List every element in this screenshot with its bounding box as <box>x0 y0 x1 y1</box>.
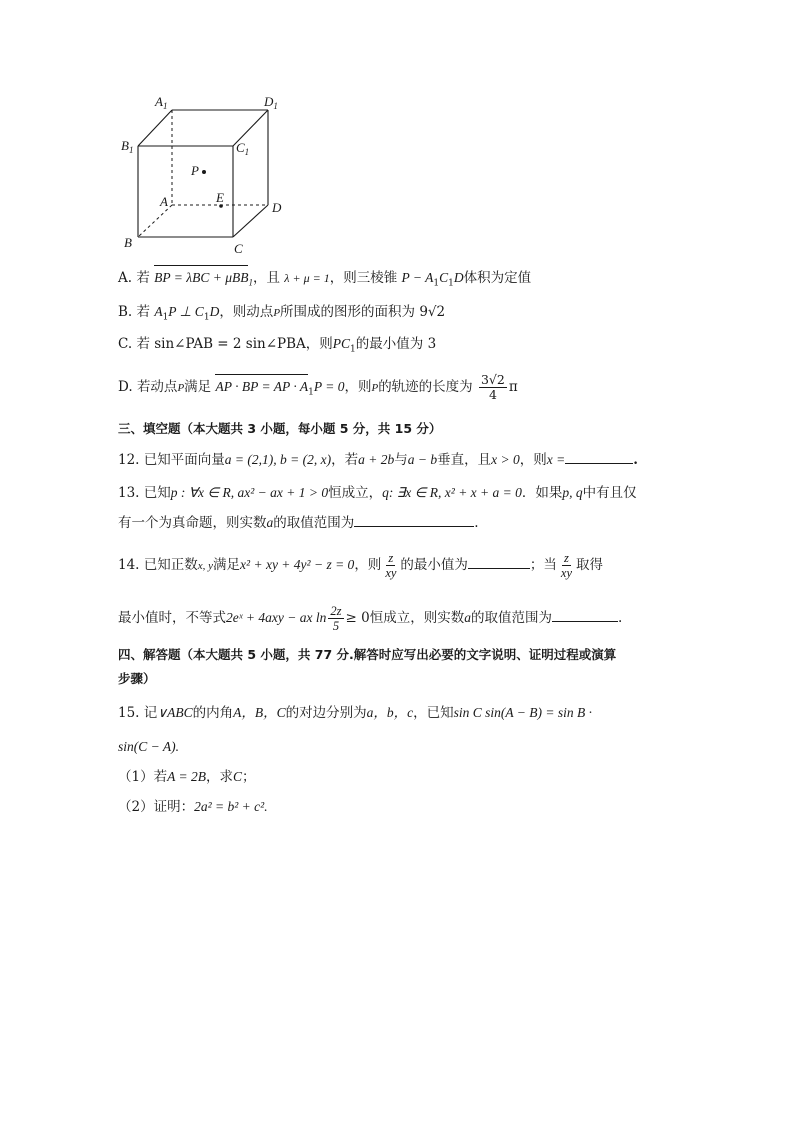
q15-part1-label: （1）若 <box>118 769 168 785</box>
question-12 <box>118 450 638 470</box>
q14-mid4: ；当 <box>529 557 557 573</box>
option-d <box>118 373 518 403</box>
q14-line2-tail: 的取值范围为 <box>470 610 552 626</box>
label-b1: $B_1$ <box>121 138 134 155</box>
q14-answer-blank-2[interactable] <box>552 609 618 622</box>
q13-pre: 已知 <box>143 485 171 501</box>
q12-formula2: a + 2b <box>358 452 395 467</box>
q15-mid2: 的对边分别为 <box>285 705 367 721</box>
section-3-title: 三、填空题（本大题共 3 小题，每小题 5 分，共 15 分） <box>118 421 442 436</box>
q14-fraction-1 <box>383 551 398 580</box>
option-a-sub3: 1 <box>433 278 440 289</box>
point-p-dot <box>202 170 206 174</box>
label-p: P <box>191 163 199 178</box>
q13-mid2: ．如果 <box>521 485 563 501</box>
label-e: E <box>216 190 224 205</box>
q14-frac3-den: 5 <box>332 619 340 633</box>
label-a: A <box>160 194 168 209</box>
q14-formula: x² + xy + 4y² − z = 0 <box>240 557 355 572</box>
q15-mid3: ，已知 <box>413 705 454 721</box>
q13-formula2: q: ∃x ∈ R, x² + x + a = 0 <box>382 485 522 500</box>
q14-end: . <box>617 610 623 626</box>
q12-mid2: 与 <box>394 452 408 468</box>
q12-answer-blank[interactable] <box>565 451 633 464</box>
cube-figure <box>118 92 298 257</box>
option-d-fraction <box>479 373 507 402</box>
q14-vars: x, y <box>197 560 214 572</box>
option-b-var: P <box>273 307 281 319</box>
option-d-frac-num: 3√2 <box>480 372 505 387</box>
option-d-formula: AP · BP = AP · A <box>215 377 308 397</box>
option-a-sub3b: 1 <box>448 278 454 289</box>
option-c-pre: 若 <box>136 336 150 352</box>
q14-frac3-num: 2z <box>330 604 342 618</box>
option-c <box>118 334 436 360</box>
q15-mid: 的内角 <box>192 705 234 721</box>
option-d-tail: 的轨迹的长度为 <box>378 379 473 395</box>
q13-tail: 中有且仅 <box>582 485 637 501</box>
q15-triangle: ∨ABC <box>157 705 193 720</box>
option-d-pi: π <box>508 379 518 395</box>
q12-formula5: x = <box>546 452 566 467</box>
q14-fraction-3 <box>328 604 343 633</box>
q12-number: 12. <box>118 452 140 468</box>
q13-line2-tail: 的取值范围为 <box>273 515 355 531</box>
q14-number: 14. <box>118 557 140 573</box>
option-c-formula2: PC <box>332 336 351 351</box>
option-a-pre: 若 <box>136 270 150 286</box>
q14-frac1-num: z <box>388 551 394 565</box>
q13-formula3: p, q <box>562 485 583 500</box>
q14-pre: 已知正数 <box>143 557 198 573</box>
label-d: D <box>272 200 282 215</box>
question-14-line2 <box>118 604 622 633</box>
question-15-line2 <box>118 737 179 757</box>
q12-formula: a = (2,1), b = (2, x) <box>224 452 332 467</box>
option-d-formula-b: P = 0 <box>313 379 345 394</box>
option-a-formula3b: C <box>439 270 449 285</box>
option-b-sub2: 1 <box>203 312 210 323</box>
option-c-tail: 的最小值为 3 <box>355 336 437 352</box>
q14-frac1-den: xy <box>385 566 397 580</box>
q15-sides: a，b，c <box>366 705 414 720</box>
option-b-sub1: 1 <box>162 312 169 323</box>
option-a-sub1: 1 <box>248 277 253 288</box>
option-b-answer: 9√2 <box>419 304 446 320</box>
option-d-post: ，则 <box>344 379 372 395</box>
q14-frac2-den: xy <box>560 566 573 580</box>
q15-formula: sin C sin(A − B) = sin B · <box>453 705 593 720</box>
option-b-letter: B. <box>118 304 133 320</box>
q15-pre: 记 <box>143 705 158 721</box>
q12-mid4: ，则 <box>519 452 547 468</box>
question-15-line1 <box>118 703 592 723</box>
option-c-letter: C. <box>118 336 133 352</box>
option-b-formula-b: P ⊥ C <box>168 304 204 319</box>
q13-line2: 有一个为真命题，则实数 <box>118 515 267 531</box>
option-c-post: ，则 <box>305 336 333 352</box>
option-a-formula1: BP = λBC + μBB <box>154 268 248 288</box>
q14-fraction-2 <box>559 551 574 580</box>
q14-mid2: ，则 <box>354 557 382 573</box>
option-c-formula: sin∠PAB = 2 sin∠PBA <box>154 336 306 352</box>
q14-mid: 满足 <box>213 557 241 573</box>
option-b-pre: 若 <box>136 304 151 320</box>
option-a-formula3: P − A <box>401 270 434 285</box>
q12-mid3: 垂直，且 <box>437 452 492 468</box>
question-13-line1 <box>118 483 637 503</box>
q15-line2: sin(C − A). <box>118 739 179 754</box>
q15-number: 15. <box>118 705 140 721</box>
question-15-part1 <box>118 767 255 787</box>
label-a1: $A_1$ <box>155 94 168 111</box>
q13-end: . <box>474 515 479 531</box>
option-d-var: P <box>177 382 185 394</box>
option-b-post: ，则动点 <box>219 304 274 320</box>
option-d-frac-den: 4 <box>488 387 497 402</box>
q12-formula4: x > 0 <box>491 452 520 467</box>
section-4-title-line1: 四、解答题（本大题共 5 小题，共 77 分.解答时应写出必要的文字说明、证明过程或演算 <box>118 647 617 662</box>
option-d-pre: 若动点 <box>136 379 178 395</box>
q13-answer-blank[interactable] <box>354 514 474 527</box>
option-a-tail: 体积为定值 <box>463 270 532 286</box>
q14-line2-formula: 2eˣ + 4axy − ax ln <box>226 610 327 625</box>
question-15-part2 <box>118 797 268 817</box>
q14-line2-formula2: ≥ 0 <box>345 610 370 626</box>
option-a-formula3c: D <box>453 270 464 285</box>
option-d-mid: 满足 <box>184 379 212 395</box>
option-b-formula-c: D <box>209 304 220 319</box>
q14-tail: 取得 <box>576 557 604 573</box>
label-c1: $C_1$ <box>236 140 250 157</box>
q13-number: 13. <box>118 485 140 501</box>
option-d-var2: P <box>371 382 379 394</box>
q14-line2-mid: 恒成立，则实数 <box>369 610 465 626</box>
option-a-letter: A. <box>118 270 133 286</box>
question-13-line2 <box>118 513 479 533</box>
option-a-formula2: λ + μ = 1 <box>284 271 330 285</box>
q15-part2-formula: 2a² = b² + c². <box>194 799 268 814</box>
q12-pre: 已知平面向量 <box>143 452 225 468</box>
option-a <box>118 268 531 294</box>
q12-formula3: a − b <box>407 452 438 467</box>
q15-part1-tail: ，求 <box>205 769 233 785</box>
option-a-post: ，则三棱锥 <box>329 270 398 286</box>
q13-mid: 恒成立， <box>328 485 383 501</box>
q14-line2-pre: 最小值时，不等式 <box>118 610 226 626</box>
option-c-sub: 1 <box>350 344 356 355</box>
option-d-sub: 1 <box>308 387 314 398</box>
q13-formula: p : ∀x ∈ R, ax² − ax + 1 > 0 <box>170 485 329 500</box>
option-b <box>118 302 445 328</box>
q15-part1-formula: A = 2B <box>167 769 206 784</box>
q15-angles: A，B，C <box>233 705 286 720</box>
option-d-letter: D. <box>118 379 133 395</box>
q15-part2-label: （2）证明： <box>118 799 195 815</box>
q15-part1-end: ； <box>241 769 256 785</box>
option-a-mid: ，且 <box>252 270 280 286</box>
label-b: B <box>124 235 132 250</box>
label-d1: $D_1$ <box>264 94 278 111</box>
q12-mid: ，若 <box>331 452 359 468</box>
option-b-tail: 所围成的图形的面积为 <box>280 304 416 320</box>
q14-var: a <box>464 610 471 625</box>
q13-var: a <box>266 515 274 530</box>
option-b-formula: A <box>154 304 163 319</box>
section-4-title-line2: 步骤） <box>118 671 156 686</box>
question-14-line1 <box>118 551 603 580</box>
label-c: C <box>234 241 243 256</box>
q12-end: . <box>633 452 638 468</box>
q15-part1-var: C <box>232 769 242 784</box>
q14-answer-blank-1[interactable] <box>468 556 530 569</box>
q14-frac2-num: z <box>564 551 569 565</box>
q14-mid3: 的最小值为 <box>400 557 468 573</box>
